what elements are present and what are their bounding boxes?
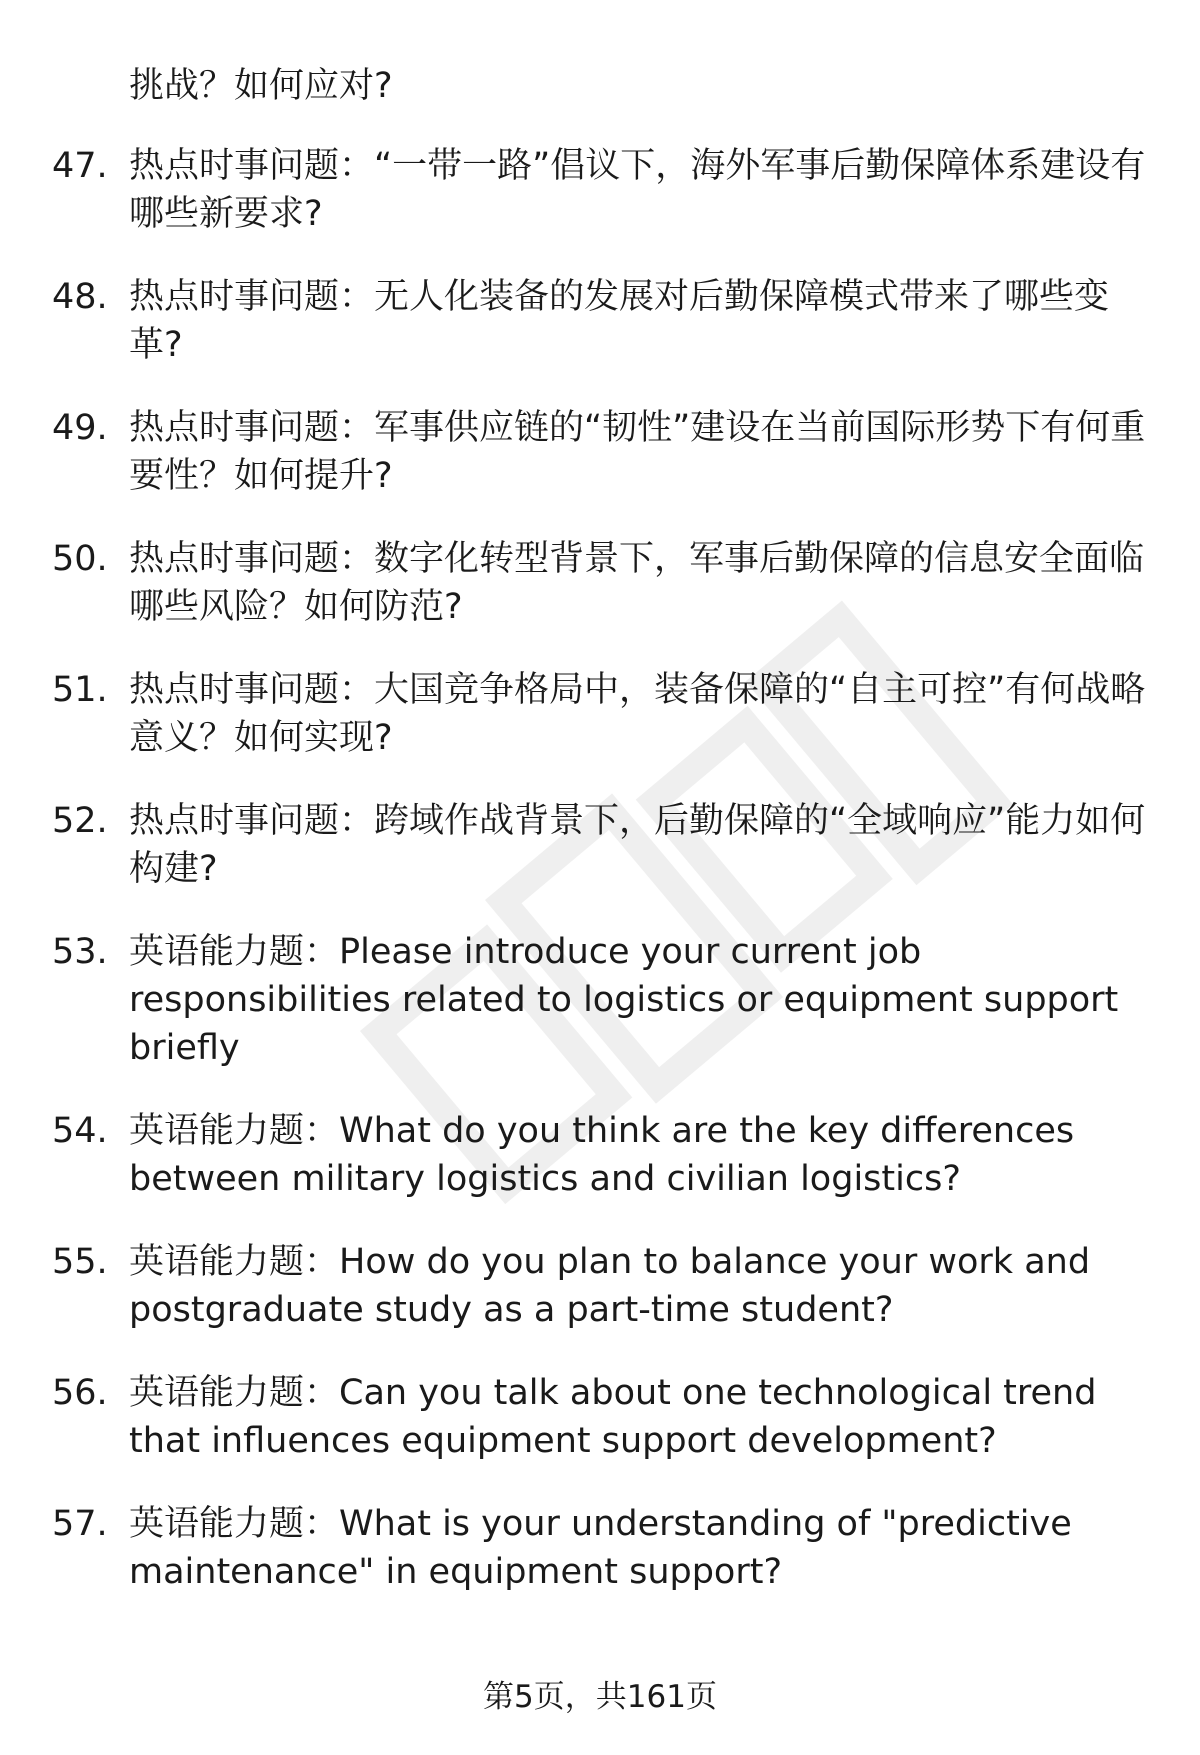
question-item	[0, 142, 1200, 238]
question-item	[0, 1107, 1200, 1203]
question-number: 52.	[52, 801, 108, 841]
question-number: 56.	[52, 1373, 108, 1413]
question-text: 英语能力题：Please introduce your current job responsibilities related to logistics or equipment support briefly	[129, 932, 1119, 1068]
question-text: 英语能力题：How do you plan to balance your work and postgraduate study as a part-time student?	[129, 1242, 1091, 1330]
question-text: 热点时事问题：跨域作战背景下，后勤保障的“全域响应”能力如何构建?	[129, 801, 1146, 889]
question-number: 51.	[52, 670, 108, 710]
question-text: 英语能力题：What do you think are the key differences between military logistics and civilian logistics?	[129, 1111, 1075, 1199]
page-footer: 第5页，共161页	[483, 1679, 717, 1715]
question-item	[0, 666, 1200, 762]
question-text: 英语能力题：What is your understanding of "predictive maintenance" in equipment support?	[129, 1504, 1072, 1592]
question-number: 47.	[52, 146, 108, 186]
question-number: 55.	[52, 1242, 108, 1282]
question-text: 热点时事问题：军事供应链的“韧性”建设在当前国际形势下有何重要性？如何提升?	[129, 408, 1146, 496]
question-text: 热点时事问题：无人化装备的发展对后勤保障模式带来了哪些变革?	[129, 277, 1110, 365]
question-item	[0, 535, 1200, 631]
question-number: 50.	[52, 539, 108, 579]
question-item	[0, 404, 1200, 500]
question-item	[0, 797, 1200, 893]
question-number: 49.	[52, 408, 108, 448]
question-number: 57.	[52, 1504, 108, 1544]
continuation-text: 挑战？如何应对?	[129, 66, 393, 106]
question-number: 54.	[52, 1111, 108, 1151]
question-item	[0, 1238, 1200, 1334]
question-number: 53.	[52, 932, 108, 972]
question-text: 热点时事问题：大国竞争格局中，装备保障的“自主可控”有何战略意义？如何实现?	[129, 670, 1146, 758]
question-item	[0, 1369, 1200, 1465]
question-text: 热点时事问题：数字化转型背景下，军事后勤保障的信息安全面临哪些风险？如何防范?	[129, 539, 1145, 627]
question-list	[0, 142, 1200, 1631]
question-item	[0, 928, 1200, 1072]
question-item	[0, 1500, 1200, 1596]
question-text: 英语能力题：Can you talk about one technological trend that influences equipment support development?	[129, 1373, 1097, 1461]
question-item	[0, 273, 1200, 369]
question-text: 热点时事问题：“一带一路”倡议下，海外军事后勤保障体系建设有哪些新要求?	[129, 146, 1146, 234]
question-number: 48.	[52, 277, 108, 317]
